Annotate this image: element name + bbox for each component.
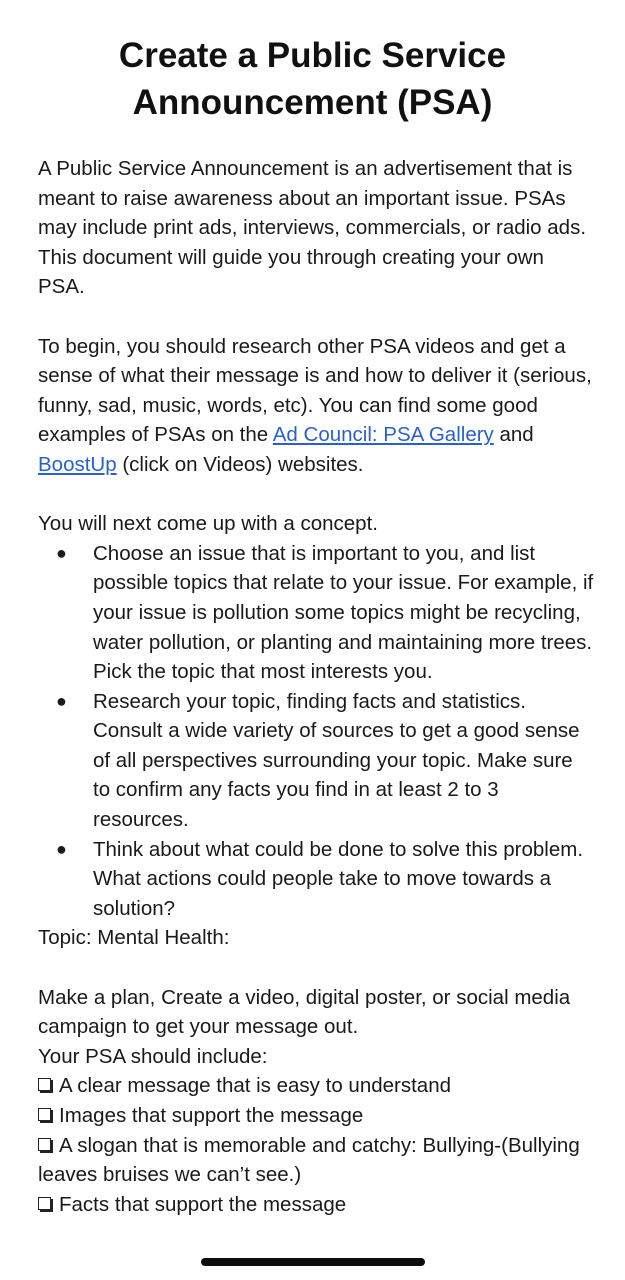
list-item [38,687,595,835]
title-line-2: Announcement (PSA) [132,83,493,122]
paragraph-spacer [38,302,595,332]
page-title [0,32,625,126]
plan-paragraph: Make a plan, Create a video, digital poster, or social media campaign to get your message out. [38,985,571,1039]
checkbox-icon[interactable] [38,1138,51,1151]
list-item [38,835,595,924]
topic-line: Topic: Mental Health: [38,926,230,950]
checklist-item [38,1190,595,1220]
paragraph-spacer [38,953,595,983]
paragraph-spacer [38,480,595,510]
begin-paragraph [38,332,595,480]
checklist-item [38,1101,595,1131]
include-heading: Your PSA should include: [38,1044,268,1068]
ad-council-link[interactable]: Ad Council: PSA Gallery [272,423,494,447]
begin-text-before: To begin, you should research other PSA videos and get a sense of what their message is and how to deliver it (serious, funny, sad, music, words, etc). You can find some good examples of PSAs on the [38,334,592,447]
checklist-item-text: A clear message that is easy to understand [59,1074,452,1098]
document-body [38,154,595,1219]
bullet-text: Research your topic, finding facts and statistics. Consult a wide variety of sources to get a good sense of all perspectives surrounding your topic. Make sure to confirm any facts you find in at least 2 to 3 resources. [93,689,580,832]
concept-heading: You will next come up with a concept. [38,512,378,536]
bullet-icon: ● [56,838,67,859]
bullet-icon: ● [56,542,67,563]
checkbox-icon[interactable] [38,1108,51,1121]
bullet-text: Think about what could be done to solve this problem. What actions could people take to move towards a solution? [93,837,584,920]
concept-bullet-list [38,539,595,924]
checkbox-icon[interactable] [38,1078,51,1091]
checklist-item [38,1071,595,1101]
home-indicator[interactable] [201,1258,425,1266]
bullet-icon: ● [56,690,67,711]
checklist-item-text: Images that support the message [59,1104,364,1127]
checkbox-icon[interactable] [38,1197,51,1210]
checklist-item [38,1131,595,1190]
title-line-1: Create a Public Service [118,36,507,75]
bullet-text: Choose an issue that is important to you, and list possible topics that relate to your issue. For example, if your issue is pollution some topics might be recycling, water pollution, or planting and maintaining more trees. Pick the topic that most interests you. [93,541,594,684]
intro-paragraph: A Public Service Announcement is an advertisement that is meant to raise awareness about an important issue. PSAs may include print ads, interviews, commercials, or radio ads. This document will guide you through creating your own PSA. [38,157,587,299]
checklist-item-text: Facts that support the message [59,1192,347,1216]
begin-text-after: (click on Videos) websites. [116,452,364,476]
list-item [38,539,595,687]
boostup-link[interactable]: BoostUp [38,452,117,476]
begin-text-middle: and [493,423,534,447]
checklist-item-text: A slogan that is memorable and catchy: Bullying-(Bullying leaves bruises we can’t see.) [38,1133,580,1187]
